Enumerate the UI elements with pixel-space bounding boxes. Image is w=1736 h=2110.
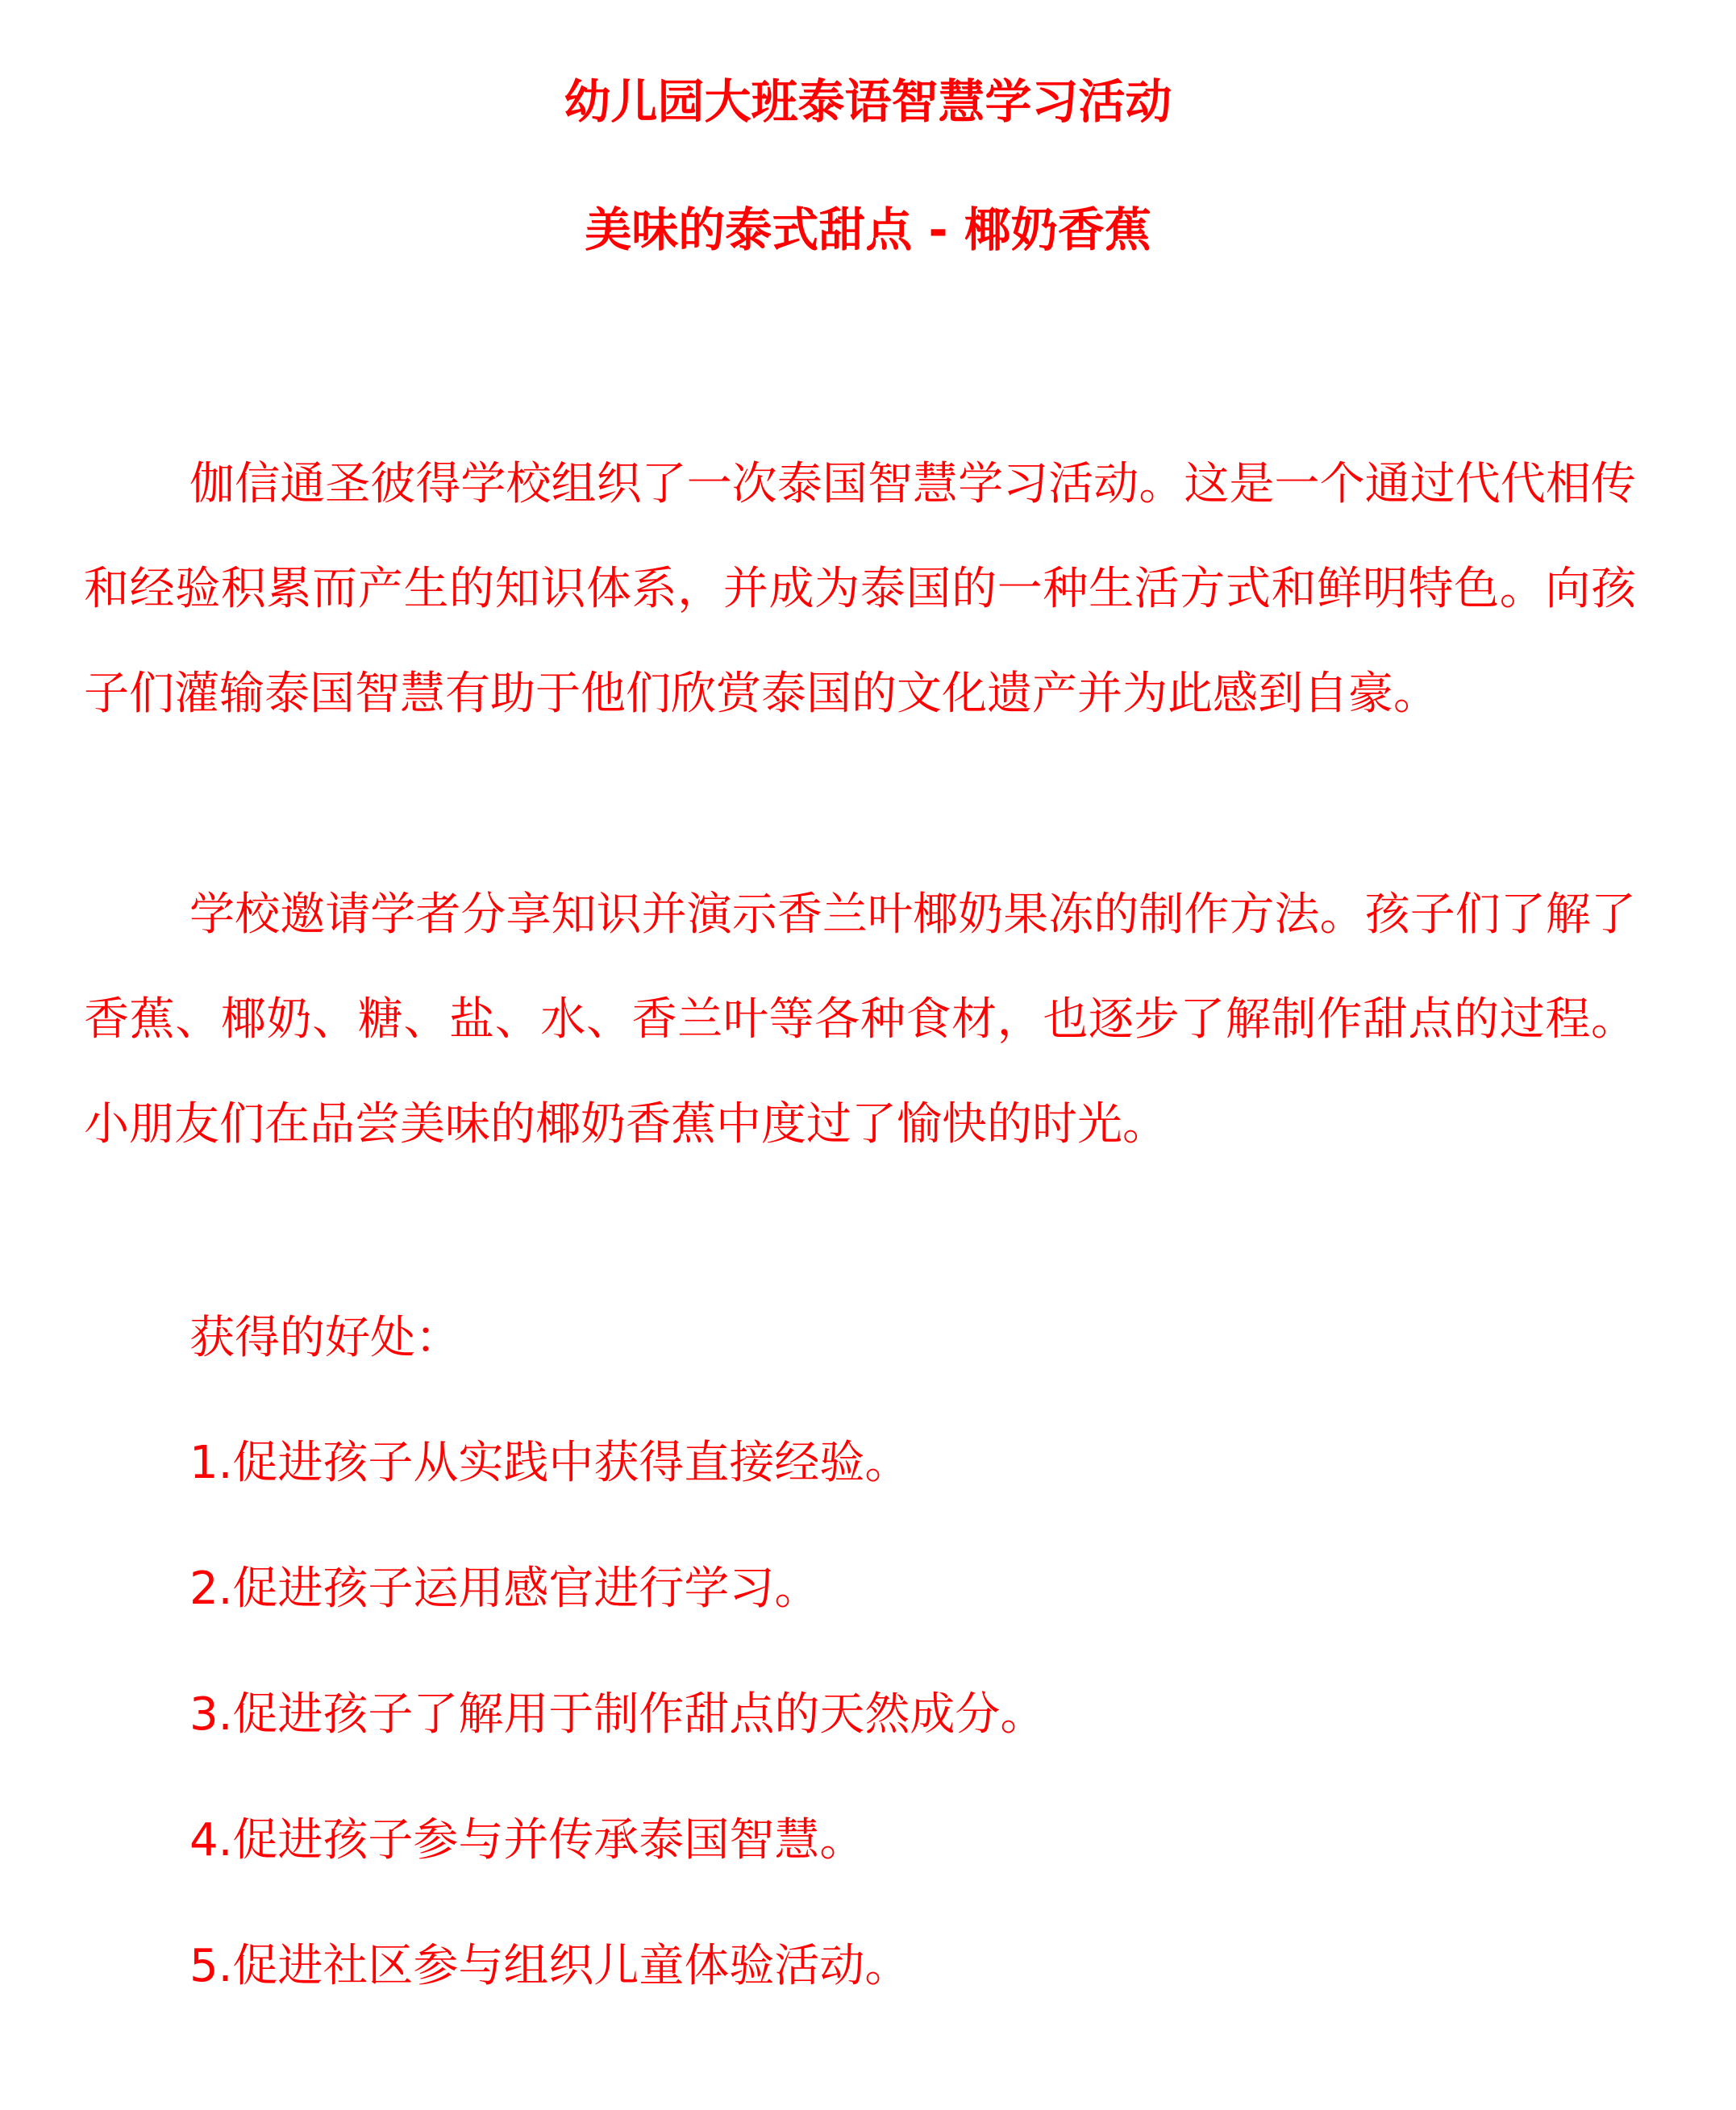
benefit-item: 4.促进孩子参与并传承泰国智慧。 <box>189 1814 865 1867</box>
benefit-item: 1.促进孩子从实践中获得直接经验。 <box>189 1437 910 1489</box>
benefit-item: 2.促进孩子运用感官进行学习。 <box>189 1563 820 1615</box>
intro-paragraph: 伽信通圣彼得学校组织了一次泰国智慧学习活动。这是一个通过代代相传和经验积累而产生的知识体系，并成为泰国的一种生活方式和鲜明特色。向孩子们灌输泰国智慧有助于他们欣赏泰国的文化遗产并为此感到自豪。 <box>84 458 1636 720</box>
benefit-item: 5.促进社区参与组织儿童体验活动。 <box>189 1940 910 1992</box>
benefits-heading: 获得的好处： <box>189 1312 460 1364</box>
document-title: 幼儿园大班泰语智慧学习活动 <box>564 74 1172 129</box>
document-subtitle: 美味的泰式甜点 - 椰奶香蕉 <box>585 202 1151 257</box>
benefit-item: 3.促进孩子了解用于制作甜点的天然成分。 <box>189 1688 1046 1741</box>
activity-paragraph: 学校邀请学者分享知识并演示香兰叶椰奶果冻的制作方法。孩子们了解了香蕉、椰奶、糖、盐、水、香兰叶等各种食材，也逐步了解制作甜点的过程。小朋友们在品尝美味的椰奶香蕉中度过了愉快的时光。 <box>84 889 1636 1151</box>
